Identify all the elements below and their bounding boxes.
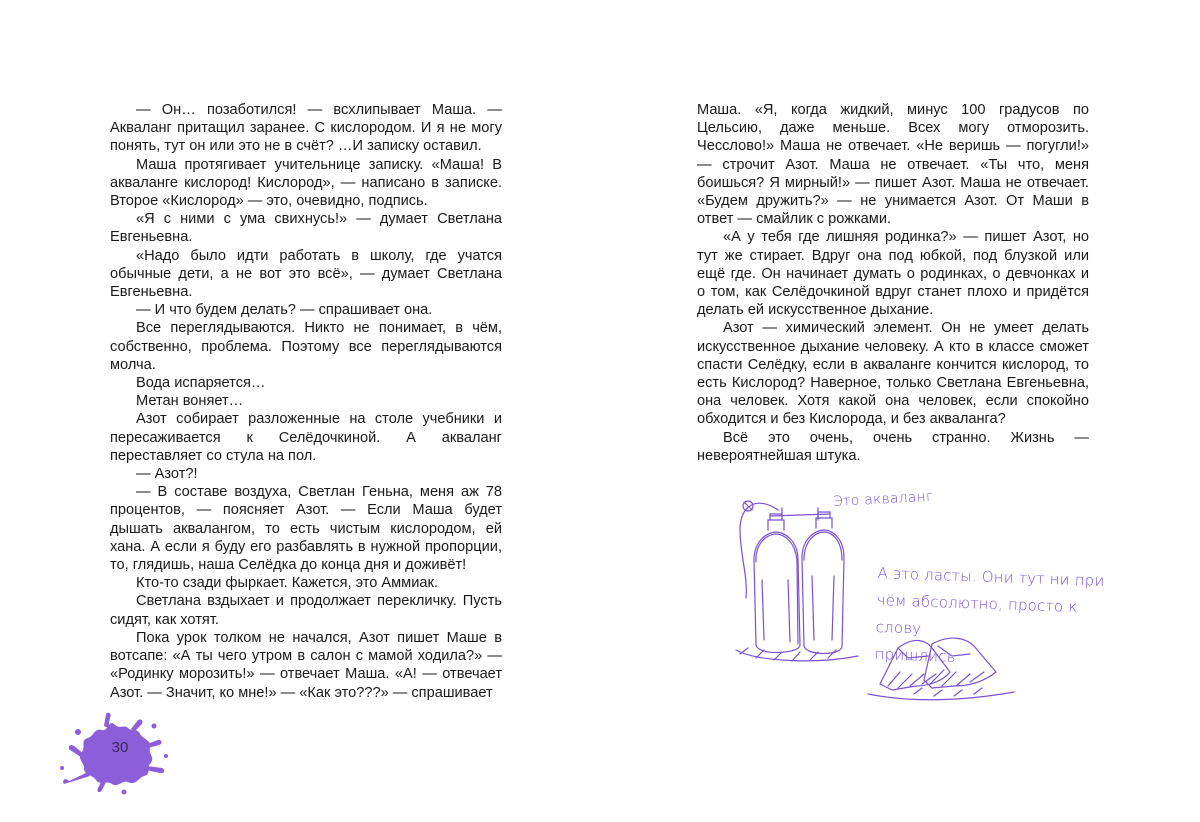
page-number: 30 <box>111 739 129 756</box>
right-text-column <box>697 101 1089 465</box>
paragraph: Вода испаряется… <box>136 375 266 392</box>
sketch-caption-flippers <box>874 560 1108 676</box>
paragraph: Азот — химический элемент. Он не умеет делать искусственное дыхание человеку. А кто в классе сможет спасти Селёдку, если в акваланге кончится кислород, то есть Кислород? Наверное, только Светлана Евгеньевна, она человек. Хотя какой она человек, если спокойно обходится и без Кислорода, и без акваланга? <box>697 320 1089 428</box>
sketch-caption-scuba: Это акваланг <box>832 488 934 510</box>
paragraph: Все переглядываются. Никто не понимает, в чём, собственно, проблема. Поэтому все переглядываются молча. <box>110 320 502 373</box>
left-text-column <box>110 101 502 702</box>
paragraph: Пока урок толком не начался, Азот пишет Маше в вотсапе: «А ты чего утром в салон с мамой ходила?» — «Родинку морозить!» — отвечает Маша. «А! — отвечает Азот. — Значит, ко мне!» — «Как это???» — спрашивает <box>110 629 502 701</box>
paragraph: — Азот?! <box>136 466 198 483</box>
paragraph: Метан воняет… <box>136 393 244 410</box>
paragraph: Азот собирает разложенные на столе учебники и пересаживается к Селёдочкиной. А акваланг переставляет со стула на пол. <box>110 411 502 464</box>
paragraph: «А у тебя где лишняя родинка?» — пишет Азот, но тут же стирает. Вдруг она под юбкой, под блузкой или ещё где. Он начинает думать о родинках, о девчонках и о том, как Селёдочкиной вдруг станет плохо и придётся делать ей искусственное дыхание. <box>697 229 1089 319</box>
paragraph: Маша протягивает учительнице записку. «Маша! В акваланге кислород! Кислород», — написано в записке. Второе «Кислород» — это, очевидно, подпись. <box>110 156 502 210</box>
paragraph: Всё это очень, очень странно. Жизнь — невероятнейшая штука. <box>697 429 1089 464</box>
paragraph: Кто-то сзади фыркает. Кажется, это Аммиак. <box>136 575 438 592</box>
right-page <box>600 0 1200 822</box>
sketch-caption-line: А это ласты. Они тут ни при <box>877 563 1105 590</box>
paragraph: — И что будем делать? — спрашивает она. <box>136 302 433 319</box>
sketch-caption-line: чём абсолютно, просто к слову <box>875 590 1078 638</box>
paragraph: — Он… позаботился! — всхлипывает Маша. — Акваланг притащил заранее. С кислородом. И я не могу понять, тут он или это не в счёт? …И записку оставил. <box>110 102 502 155</box>
paragraph: Маша. «Я, когда жидкий, минус 100 градусов по Цельсию, даже меньше. Всех могу отморозить. Чесслово!» Маша не отвечает. «Не веришь — погугли!» — строчит Азот. Маша не отвечает. «Ты что, меня боишься? Я мирный!» — пишет Азот. Маша не отвечает. «Будем дружить?» — не унимается Азот. От Маши в ответ — смайлик с рожками. <box>697 102 1089 228</box>
paragraph: «Я с ними с ума свихнусь!» — думает Светлана Евгеньевна. <box>110 211 502 246</box>
paragraph: «Надо было идти работать в школу, где учатся обычные дети, а не вот это всё», — думает Светлана Евгеньевна. <box>110 247 502 301</box>
paragraph: Светлана вздыхает и продолжает перекличку. Пусть сидят, как хотят. <box>110 593 502 628</box>
paragraph: — В составе воздуха, Светлан Геньна, меня аж 78 процентов, — поясняет Азот. — Если Маша будет дышать аквалангом, то есть чистым кислородом, ей хана. А если я буду его разбавлять в нужной пропорции, то, глядишь, наша Селёдка до конца дня и доживёт! <box>110 484 502 574</box>
sketch-caption-line: пришлись <box>874 644 957 666</box>
